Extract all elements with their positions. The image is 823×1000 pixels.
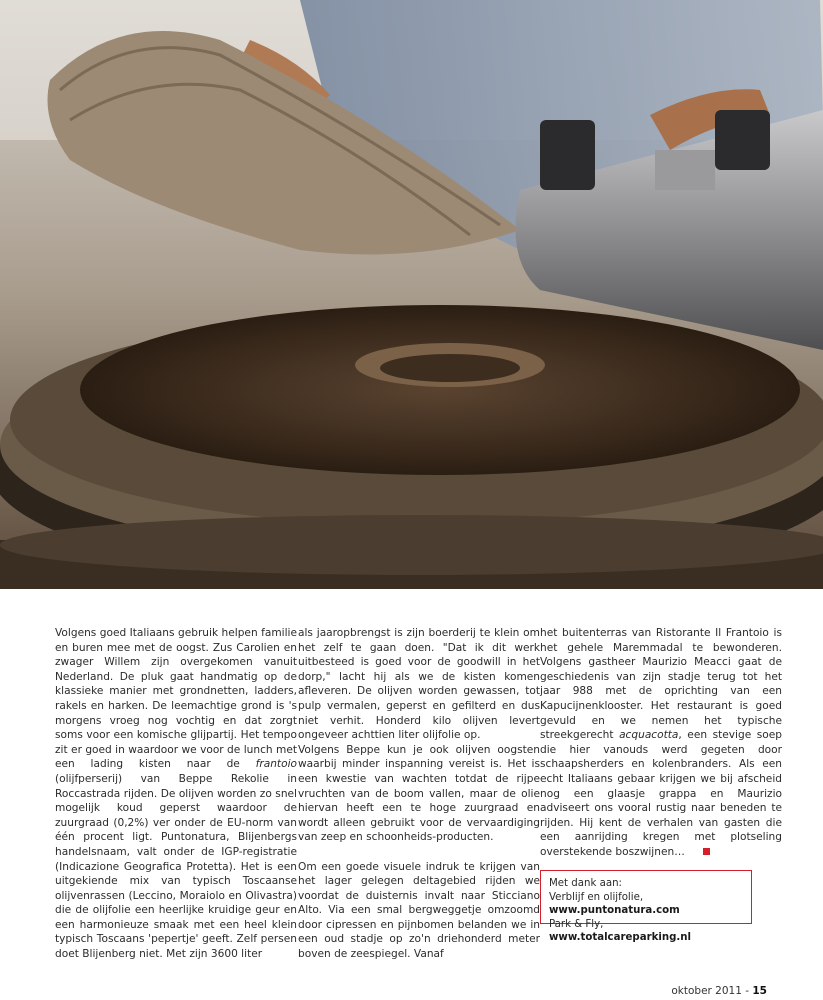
article-column-3 (540, 626, 782, 860)
thanks-label: Park & Fly, (549, 918, 604, 930)
article-text: Volgens goed Italiaans gebruik helpen familie en buren mee met de oogst. Zus Carolien en zwager Willem zijn overgekomen vanuit Nederland. De pluk gaat handmatig op de klassieke manier met grondnetten, ladders, rakels en harken. De leemachtige grond is 's morgens vroeg nog vochtig en dat zorgt soms voor een komische glijpartij. Het tempo zit er goed in waardoor we voor de lunch met een lading kisten naar de (55, 627, 297, 771)
article-paragraph (55, 626, 297, 962)
article-column-1 (55, 626, 297, 962)
page-number: 15 (752, 985, 767, 997)
totalcareparking-link[interactable]: www.totalcareparking.nl (549, 932, 692, 944)
article-text: , een stevige soep die hier vanouds werd gegeten door schaapsherders en kolenbranders. Als een echt Italiaans gebaar krijgen we bij afscheid nog een glaasje grappa en Maurizio adviseert ons vooral rustig naar beneden te rijden. Hij kent de verhalen van gasten die een aanrijding kregen met plotseling overstekende boszwijnen… (540, 729, 782, 858)
article-paragraph: Volgens Beppe kun je ook olijven oogsten waarbij minder inspanning vereist is. Het is een kwestie van wachten totdat de rijpe vruchten van de boom vallen, maar de olie hiervan heeft een te hoge zuurgraad en wordt alleen gebruikt voor de vervaardiging van zeep en schoonheids-producten. (298, 743, 540, 844)
article-italic-term: acquacotta (619, 729, 679, 742)
thanks-label: Verblijf en olijfolie, (549, 891, 644, 903)
article-italic-term: frantoio (255, 758, 297, 771)
thanks-line-1 (549, 891, 743, 918)
article-text: (olijfperserij) van Beppe Rekolie in Roccastrada rijden. De olijven worden zo snel mogelijk koud geperst waardoor de zuurgraad (0,2%) ver onder de EU-norm van één procent ligt. Puntonatura, Blijenbergs handelsnaam, valt onder de IGP-registratie (Indicazione Geografica Protetta). Het is een uitgekiende mix van typisch Toscaanse olijvenrassen (Leccino, Moraiolo en Olivastra) die de olijfolie een heerlijke kruidige geur en een harmonieuze smaak met een heel klein typisch Toscaans 'pepertje' geeft. Zelf persen doet Blijenberg niet. Met zijn 3600 liter (55, 772, 297, 961)
thanks-box (540, 870, 752, 944)
end-mark-icon (703, 848, 710, 855)
article-paragraph (540, 626, 782, 860)
thanks-line-2 (549, 918, 743, 945)
article-paragraph: als jaaropbrengst is zijn boerderij te klein om het zelf te gaan doen. "Dat ik dit werk uitbesteed is goed voor de goodwill in het dorp," lacht hij als we de kisten komen afleveren. De olijven worden gewassen, tot pulp vermalen, geperst en gefilterd en dus niet verhit. Honderd kilo olijven levert ongeveer achttien liter olijfolie op. (298, 627, 540, 742)
page-folio (671, 985, 767, 997)
article-column-2 (298, 626, 540, 962)
article-paragraph: Om een goede visuele indruk te krijgen van het lager gelegen deltagebied rijden we voordat de duisternis invalt naar Sticciano Alto. Via een smal bergweggetje omzoomd door cipressen en pijnbomen belanden we in een oud stadje op zo'n driehonderd meter boven de zeespiegel. Vanaf (298, 860, 540, 961)
article-text: het buitenterras van Ristorante Il Frantoio is het gehele Maremmadal te bewonderen. Volgens gastheer Maurizio Meacci gaat de geschiedenis van zijn stadje terug tot het jaar 988 met de oprichting van een Kapucijnenklooster. Het restaurant is goed gevuld en we nemen het typische streekgerecht (540, 627, 782, 742)
folio-date: oktober 2011 - (671, 985, 753, 997)
puntonatura-link[interactable]: www.puntonatura.com (549, 905, 680, 917)
thanks-heading: Met dank aan: (549, 878, 622, 889)
